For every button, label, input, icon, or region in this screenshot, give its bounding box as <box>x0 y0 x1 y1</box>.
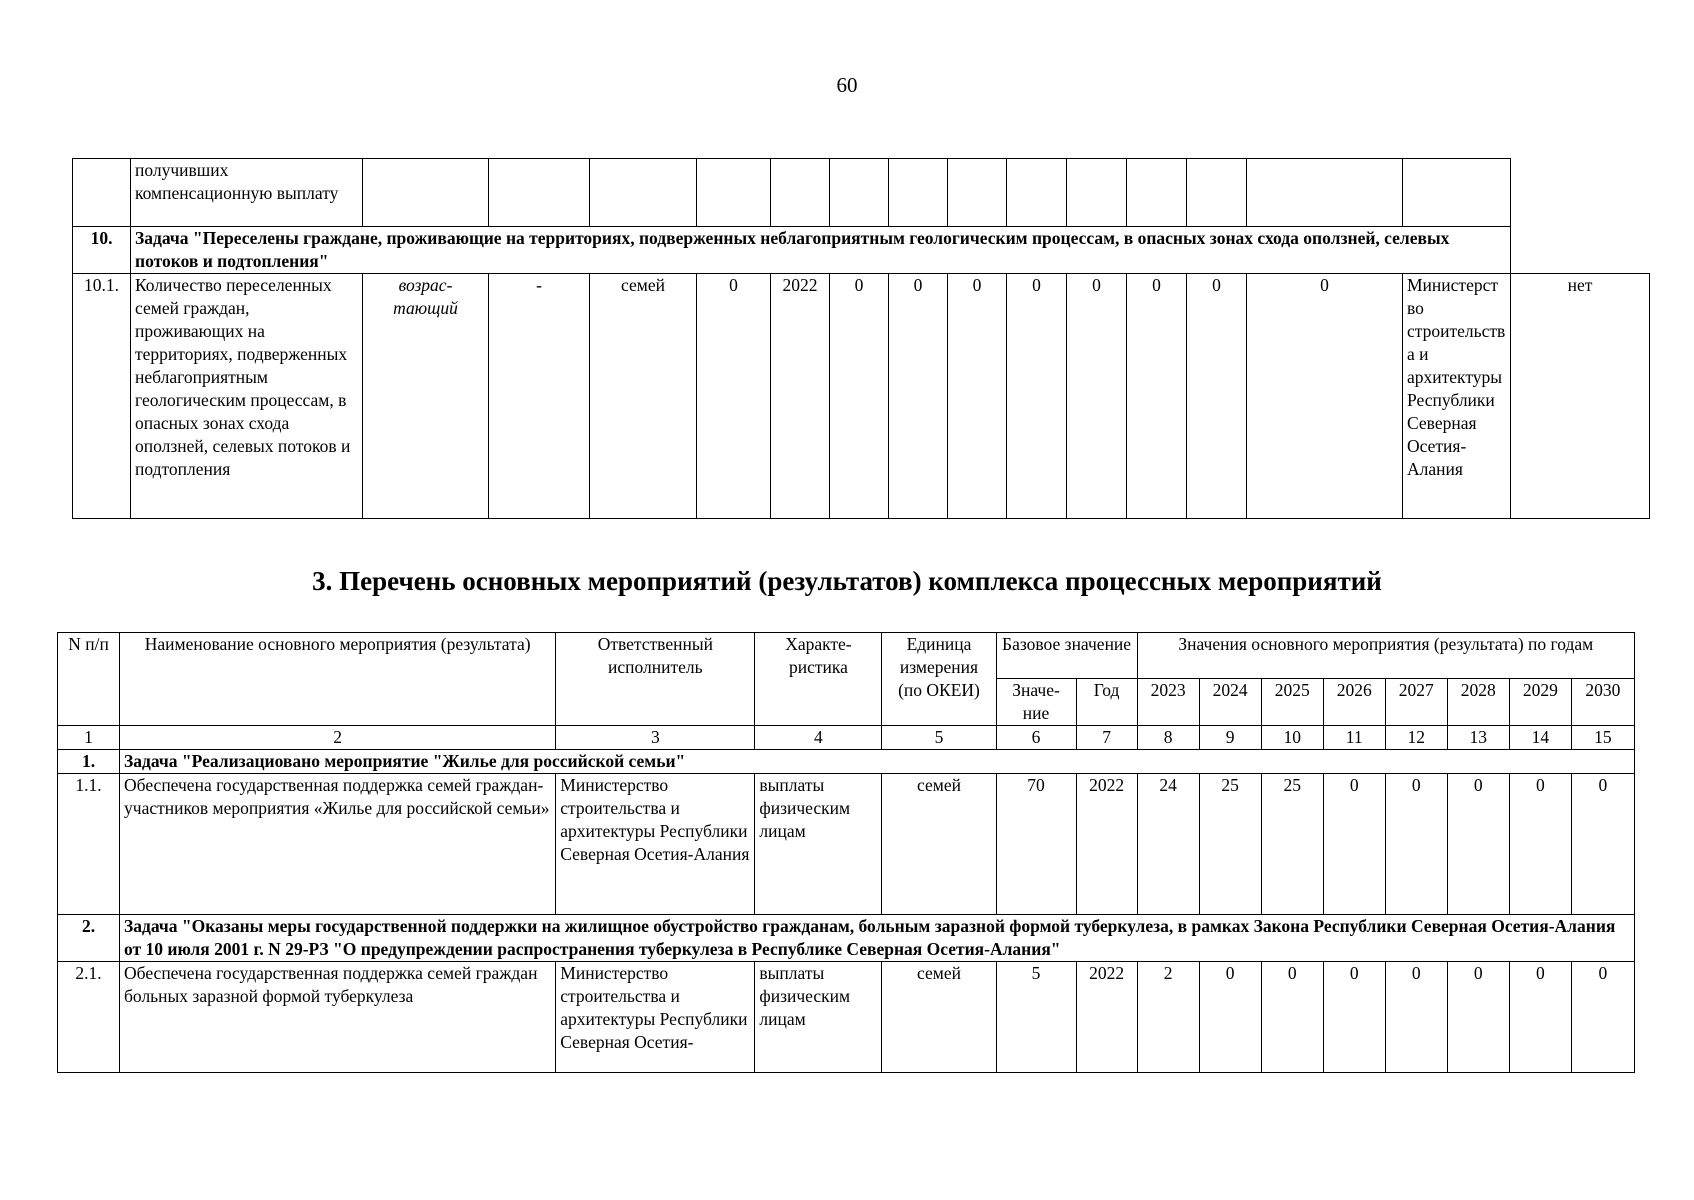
column-number: 10 <box>1261 726 1323 750</box>
base-value: 5 <box>996 962 1076 1073</box>
year-value: 0 <box>1509 774 1571 915</box>
row-number: 1.1. <box>58 774 120 915</box>
header-year: 2024 <box>1199 679 1261 726</box>
page-number: 60 <box>836 73 858 97</box>
indicator-dash: - <box>489 274 590 519</box>
column-number: 1 <box>58 726 120 750</box>
year-value: 0 <box>1323 774 1385 915</box>
header-base: Базовое значение <box>996 633 1137 679</box>
unit: семей <box>882 962 996 1073</box>
header-year: 2030 <box>1571 679 1634 726</box>
year-value: 0 <box>1199 962 1261 1073</box>
year-value: 0 <box>1127 274 1187 519</box>
responsible: Министерство строительства и архитектуры Республики Северная Осетия- <box>556 962 755 1073</box>
year-value: 0 <box>1067 274 1127 519</box>
task-title: Задача "Переселены граждане, проживающие на территориях, подверженных неблагоприятным геологическим процессам, в опасных зонах схода оползней, селевых потоков и подтопления" <box>131 227 1511 274</box>
header-year: 2026 <box>1323 679 1385 726</box>
section-title: 3. Перечень основных мероприятий (результатов) комплекса процессных мероприятий <box>312 566 1382 596</box>
base-value: 70 <box>996 774 1076 915</box>
header-year: 2029 <box>1509 679 1571 726</box>
header-num: N п/п <box>58 633 120 726</box>
indicator-name: Количество переселенных семей граждан, проживающих на территориях, подверженных неблагоприятным геологическим процессам, в опасных зонах схода оползней, селевых потоков и подтопления <box>131 274 363 519</box>
column-number: 15 <box>1571 726 1634 750</box>
activity-row-1-1 <box>58 774 1635 915</box>
indicator-name-continued: получивших компенсационную выплату <box>131 159 363 227</box>
base-year: 2022 <box>1076 774 1137 915</box>
row-number: 10.1. <box>73 274 131 519</box>
column-number: 3 <box>556 726 755 750</box>
column-number: 13 <box>1447 726 1509 750</box>
header-year: 2028 <box>1447 679 1509 726</box>
row-number: 2.1. <box>58 962 120 1073</box>
year-value: 0 <box>1447 962 1509 1073</box>
year-value: 0 <box>1247 274 1403 519</box>
year-value: 0 <box>1385 774 1447 915</box>
year-value: 0 <box>889 274 948 519</box>
task-row-2 <box>58 915 1635 962</box>
task-number: 2. <box>58 915 120 962</box>
year-value: 0 <box>948 274 1007 519</box>
column-numbers-row <box>58 726 1635 750</box>
last-column: нет <box>1511 274 1650 519</box>
column-number: 11 <box>1323 726 1385 750</box>
year-value: 25 <box>1261 774 1323 915</box>
base-year: 2022 <box>1076 962 1137 1073</box>
year-value: 0 <box>1509 962 1571 1073</box>
unit: семей <box>882 774 996 915</box>
characteristic: выплаты физическим лицам <box>755 962 882 1073</box>
indicator-trend: возрас-тающий <box>363 274 489 519</box>
task-number: 1. <box>58 750 120 774</box>
indicators-table-continuation <box>72 158 1650 519</box>
year-value: 0 <box>1571 962 1634 1073</box>
column-number: 8 <box>1137 726 1199 750</box>
column-number: 7 <box>1076 726 1137 750</box>
base-year: 2022 <box>771 274 830 519</box>
task-number: 10. <box>73 227 131 274</box>
header-year: 2023 <box>1137 679 1199 726</box>
header-base-value: Значе-ние <box>996 679 1076 726</box>
column-number: 9 <box>1199 726 1261 750</box>
activities-table <box>57 632 1635 1073</box>
task-title: Задача "Реализациовано мероприятие "Жилье для российской семьи" <box>120 750 1635 774</box>
task-row-10 <box>73 227 1650 274</box>
responsible: Министерство строительства и архитектуры Республики Северная Осетия-Алания <box>556 774 755 915</box>
header-year: 2025 <box>1261 679 1323 726</box>
year-value: 0 <box>1571 774 1634 915</box>
year-value: 0 <box>1385 962 1447 1073</box>
year-value: 0 <box>1447 774 1509 915</box>
column-number: 5 <box>882 726 996 750</box>
year-value: 0 <box>830 274 889 519</box>
task-row-1 <box>58 750 1635 774</box>
header-base-year: Год <box>1076 679 1137 726</box>
year-value: 0 <box>1187 274 1247 519</box>
column-number: 6 <box>996 726 1076 750</box>
task-title: Задача "Оказаны меры государственной поддержки на жилищное обустройство гражданам, больным заразной формой туберкулеза, в рамках Закона Республики Северная Осетия-Алания от 10 июля 2001 г. N 29-РЗ "О предупреждении распространения туберкулеза в Республике Северная Осетия-Алания" <box>120 915 1635 962</box>
responsible: Министерство строительства и архитектуры Республики Северная Осетия-Алания <box>1403 274 1511 519</box>
characteristic: выплаты физическим лицам <box>755 774 882 915</box>
indicator-row-10-1 <box>73 274 1650 519</box>
year-value: 24 <box>1137 774 1199 915</box>
table-row-continued <box>73 159 1650 227</box>
year-value: 25 <box>1199 774 1261 915</box>
column-number: 14 <box>1509 726 1571 750</box>
year-value: 0 <box>1261 962 1323 1073</box>
header-characteristic: Характе-ристика <box>755 633 882 726</box>
year-value: 2 <box>1137 962 1199 1073</box>
year-value: 0 <box>1007 274 1067 519</box>
base-value: 0 <box>697 274 771 519</box>
column-number: 12 <box>1385 726 1447 750</box>
header-name: Наименование основного мероприятия (результата) <box>120 633 556 726</box>
header-values-by-year: Значения основного мероприятия (результата) по годам <box>1137 633 1634 679</box>
header-responsible: Ответственный исполнитель <box>556 633 755 726</box>
indicator-unit: семей <box>590 274 697 519</box>
header-year: 2027 <box>1385 679 1447 726</box>
header-unit: Единица измерения (по ОКЕИ) <box>882 633 996 726</box>
year-value: 0 <box>1323 962 1385 1073</box>
activity-name: Обеспечена государственная поддержка семей граждан больных заразной формой туберкулеза <box>120 962 556 1073</box>
activity-row-2-1 <box>58 962 1635 1073</box>
column-number: 2 <box>120 726 556 750</box>
header-row-1 <box>58 633 1635 679</box>
column-number: 4 <box>755 726 882 750</box>
activity-name: Обеспечена государственная поддержка семей граждан-участников мероприятия «Жилье для российской семьи» <box>120 774 556 915</box>
